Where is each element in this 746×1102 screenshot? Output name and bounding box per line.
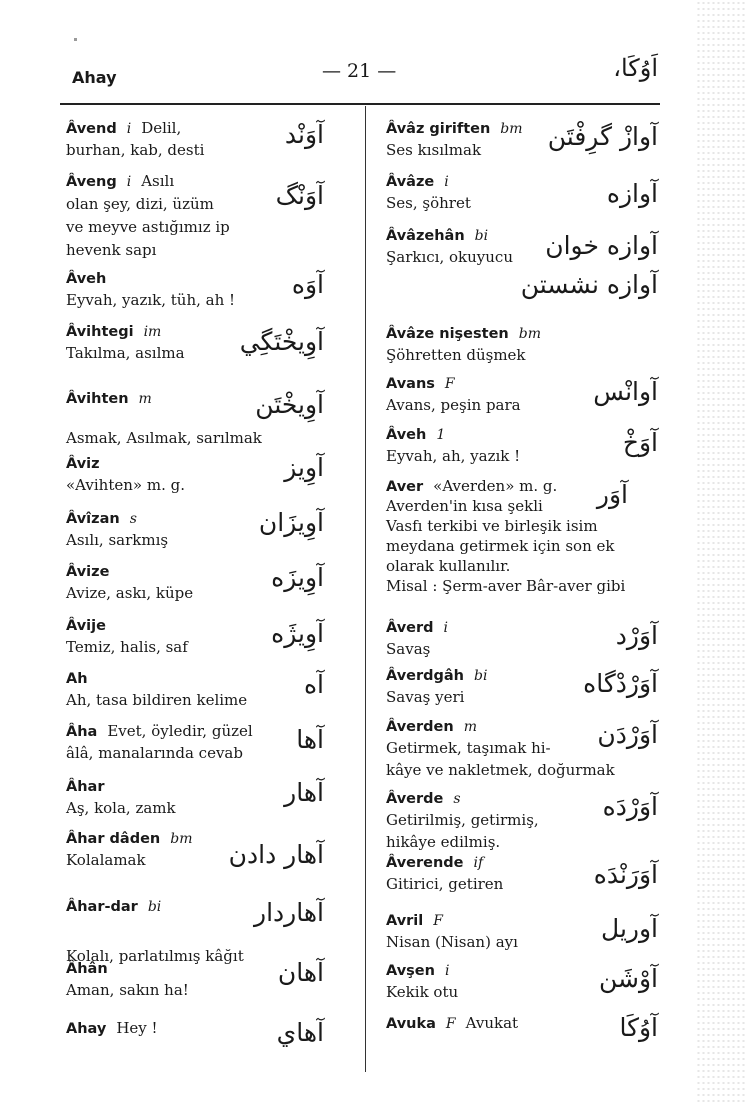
entry-definition-line — [386, 446, 520, 466]
entry-headline — [66, 561, 119, 582]
headword: Âvîzan — [66, 511, 120, 527]
entry-definition-line — [386, 810, 539, 830]
entry-headline — [386, 118, 533, 139]
headword: Avans — [386, 376, 435, 392]
headword: Avşen — [386, 963, 435, 979]
entry-definition-line — [66, 583, 193, 603]
ottoman-script-word: آها — [296, 725, 324, 754]
entry-headline — [66, 321, 171, 342]
ottoman-script-word: آوَر — [596, 480, 628, 509]
definition-text: Asılı — [141, 172, 175, 190]
entry-definition-line — [386, 140, 481, 160]
ottoman-script-word: آوِيزَه — [271, 563, 324, 592]
definition-text: Şarkıcı, okuyucu — [386, 248, 513, 266]
entry-headline — [386, 1013, 518, 1034]
grammar-code: i — [444, 963, 450, 979]
entry-definition-line — [386, 556, 510, 576]
entry-definition-line — [66, 743, 243, 763]
ottoman-script-word: آه — [303, 670, 324, 699]
entry-definition-line — [386, 760, 615, 780]
headword: Âvâze — [386, 174, 435, 190]
entry-definition-line — [66, 637, 188, 657]
ottoman-script-word: آوِيزَان — [258, 508, 324, 537]
grammar-code: i — [443, 620, 449, 636]
headword: Âvâz giriften — [386, 121, 491, 137]
grammar-code: bm — [170, 831, 193, 847]
entry-definition-line — [66, 798, 176, 818]
entry-headline — [386, 373, 465, 394]
ottoman-script-word: آوَنْد — [284, 120, 324, 149]
entry-headline — [66, 668, 98, 689]
headword: Âvihten — [66, 391, 129, 407]
headword: Avuka — [386, 1016, 436, 1032]
entry-definition-line — [386, 516, 598, 536]
entry-headline — [386, 852, 493, 873]
ottoman-script-word: آهار — [284, 778, 324, 807]
entry-headline — [66, 896, 171, 917]
ottoman-script-word: آوِيز — [284, 453, 324, 482]
grammar-code: s — [129, 511, 137, 527]
entry-definition-line — [66, 240, 156, 260]
entry-headline — [66, 1018, 158, 1039]
ottoman-script-word: آوَرْدْگاه — [583, 669, 658, 698]
entry-headline — [66, 453, 110, 474]
entry-headline — [386, 617, 458, 638]
grammar-code: i — [444, 174, 449, 190]
grammar-code: m — [463, 719, 477, 735]
definition-text: burhan, kab, desti — [66, 141, 205, 159]
definition-text: Averden'in kısa şekli — [386, 497, 543, 515]
headword: Âvâzehân — [386, 228, 465, 244]
ottoman-script-word: آوَرَنْدَه — [593, 860, 658, 889]
entry-definition-line — [66, 290, 235, 310]
entry-headline — [386, 171, 459, 192]
ottoman-script-word: آوازْ گرِفْتَن — [547, 122, 658, 151]
ottoman-script-word: آوريل — [601, 914, 658, 943]
definition-text: Getirmek, taşımak hi- — [386, 739, 551, 757]
entry-headline — [66, 776, 114, 797]
grammar-code: 1 — [436, 427, 446, 443]
headword: Âvize — [66, 564, 110, 580]
definition-text: kâye ve nakletmek, doğurmak — [386, 761, 615, 779]
definition-text: Misal : Şerm-aver Bâr-aver gibi — [386, 577, 626, 595]
ottoman-script-word: آوِيژَه — [271, 619, 324, 648]
ottoman-script-word: آوازه خوان — [545, 231, 658, 260]
print-speck — [74, 38, 77, 41]
entry-headline — [66, 118, 181, 139]
entry-definition-line — [386, 247, 513, 267]
ottoman-script-word: آوِيخْتَن — [255, 390, 324, 419]
ottoman-script-word: آوازه — [606, 179, 658, 208]
definition-text: Ah, tasa bildiren kelime — [66, 691, 248, 709]
grammar-code: bi — [474, 228, 489, 244]
entry-headline — [66, 615, 116, 636]
ottoman-script-word: آوَرْدَه — [602, 792, 658, 821]
definition-text: Getirilmiş, getirmiş, — [386, 811, 539, 829]
entry-definition-line — [386, 738, 551, 758]
ottoman-script-word: آوازه نشستن — [520, 270, 658, 299]
ottoman-script-word: آهان — [277, 958, 324, 987]
headword: Âvije — [66, 618, 106, 634]
definition-text: Asılı, sarkmış — [66, 531, 169, 549]
grammar-code: bi — [474, 668, 488, 684]
definition-text: Hey ! — [116, 1019, 158, 1037]
column-divider — [365, 106, 366, 1072]
headword: Âverende — [386, 855, 464, 871]
headword: Âverdgâh — [386, 668, 465, 684]
headword: Âvihtegi — [66, 324, 134, 340]
headword: Aver — [386, 479, 424, 495]
header-rule — [60, 103, 660, 105]
entry-headline — [66, 388, 162, 409]
definition-text: Ses, şöhret — [386, 194, 471, 212]
entry-headline — [386, 716, 487, 737]
headword: Âha — [66, 724, 98, 740]
headword: Âhar — [66, 779, 105, 795]
entry-definition-line — [386, 982, 458, 1002]
definition-text: meydana getirmek için son ek — [386, 537, 615, 555]
ottoman-script-word: آوِيخْتَگِي — [239, 327, 324, 356]
ottoman-script-word: آوَه — [291, 270, 324, 299]
headword: Âveh — [386, 427, 427, 443]
entry-headline — [66, 958, 118, 979]
definition-text: Delil, — [141, 119, 182, 137]
entry-definition-line — [386, 496, 543, 516]
page-number: — 21 — — [322, 60, 397, 82]
entry-definition-line — [66, 980, 189, 1000]
definition-text: Kekik otu — [386, 983, 459, 1001]
ottoman-script-word: آوْشَن — [599, 964, 658, 993]
headword: Âvend — [66, 121, 117, 137]
grammar-code: m — [138, 391, 152, 407]
definition-text: olan şey, dizi, üzüm — [66, 195, 214, 213]
definition-text: Eyvah, ah, yazık ! — [386, 447, 521, 465]
entry-definition-line — [386, 536, 614, 556]
definition-text: Vasfı terkibi ve birleşik isim — [386, 517, 598, 535]
headword: Âverde — [386, 791, 444, 807]
entry-headline — [386, 910, 453, 931]
definition-text: Temiz, halis, saf — [66, 638, 188, 656]
grammar-code: F — [433, 913, 443, 929]
entry-definition-line — [66, 428, 262, 448]
entry-headline — [386, 476, 557, 497]
definition-text: hikâye edilmiş. — [386, 833, 501, 851]
definition-text: Evet, öyledir, güzel — [107, 722, 253, 740]
grammar-code: bm — [518, 326, 541, 342]
definition-text: Avize, askı, küpe — [66, 584, 194, 602]
grammar-code: F — [445, 1016, 456, 1032]
definition-text: Kolalı, parlatılmış kâğıt — [66, 947, 244, 965]
ottoman-script-word: آهاي — [276, 1018, 324, 1047]
definition-text: Gitirici, getiren — [386, 875, 504, 893]
entry-headline — [66, 508, 147, 529]
entry-definition-line — [386, 687, 464, 707]
definition-text: Asmak, Asılmak, sarılmak — [66, 429, 262, 447]
entry-definition-line — [66, 140, 204, 160]
ottoman-script-word: آوانْس — [593, 377, 658, 406]
ottoman-script-word: آوَنْگ — [275, 181, 324, 210]
ottoman-script-word: آوَخْ — [622, 428, 658, 457]
entry-definition-line — [386, 395, 521, 415]
definition-text: ve meyve astığımız ip — [66, 218, 230, 236]
entry-headline — [386, 424, 455, 445]
definition-text: Takılma, asılma — [66, 344, 185, 362]
entry-headline — [66, 828, 202, 849]
entry-definition-line — [386, 874, 503, 894]
entry-definition-line — [66, 343, 185, 363]
grammar-code: bm — [500, 121, 523, 137]
headword: Âverd — [386, 620, 434, 636]
headword: Âviz — [66, 456, 100, 472]
definition-text: Nisan (Nisan) ayı — [386, 933, 518, 951]
entry-headline — [66, 268, 116, 289]
headword: Ah — [66, 671, 88, 687]
entry-definition-line — [66, 194, 214, 214]
entry-definition-line — [66, 217, 230, 237]
definition-text: Şöhretten düşmek — [386, 346, 526, 364]
ottoman-script-word: آوَرْد — [615, 621, 658, 650]
grammar-code: bi — [147, 899, 162, 915]
definition-text: Savaş yeri — [386, 688, 465, 706]
headword: Ahay — [66, 1021, 107, 1037]
entry-definition-line — [386, 193, 471, 213]
headword: Âhar-dar — [66, 899, 138, 915]
entry-headline — [386, 225, 498, 246]
headword: Avril — [386, 913, 424, 929]
definition-text: Ses kısılmak — [386, 141, 482, 159]
entry-definition-line — [66, 850, 146, 870]
ottoman-script-word: آوَرْدَن — [597, 720, 658, 749]
definition-text: «Averden» m. g. — [433, 477, 558, 495]
definition-text: Aman, sakın ha! — [66, 981, 189, 999]
definition-text: Aş, kola, zamk — [66, 799, 176, 817]
headword: Âhân — [66, 961, 108, 977]
grammar-code: F — [444, 376, 455, 392]
definition-text: olarak kullanılır. — [386, 557, 511, 575]
headword: Âhar dâden — [66, 831, 161, 847]
page-edge-noise — [696, 0, 746, 1102]
grammar-code: im — [143, 324, 162, 340]
entry-headline — [386, 960, 459, 981]
definition-text: âlâ, manalarında cevab — [66, 744, 243, 762]
entry-headline — [66, 721, 253, 742]
entry-definition-line — [66, 475, 185, 495]
entry-definition-line — [386, 832, 500, 852]
definition-text: hevenk sapı — [66, 241, 157, 259]
definition-text: Eyvah, yazık, tüh, ah ! — [66, 291, 236, 309]
entry-headline — [386, 665, 497, 686]
ottoman-script-word: آوُكَا — [619, 1013, 658, 1042]
entry-definition-line — [386, 345, 526, 365]
grammar-code: i — [126, 121, 132, 137]
entry-definition-line — [386, 576, 625, 596]
grammar-code: s — [453, 791, 461, 807]
definition-text: Savaş — [386, 640, 431, 658]
headword: Âverden — [386, 719, 454, 735]
ottoman-script-word: آهاردار — [254, 898, 324, 927]
grammar-code: i — [126, 174, 132, 190]
definition-text: Kolalamak — [66, 851, 146, 869]
ottoman-script-word: آهار دادن — [228, 840, 324, 869]
definition-text: «Avihten» m. g. — [66, 476, 185, 494]
entry-definition-line — [386, 639, 430, 659]
running-head-left: Ahay — [72, 68, 117, 87]
headword: Âveh — [66, 271, 107, 287]
entry-definition-line — [386, 932, 518, 952]
grammar-code: if — [473, 855, 484, 871]
headword: Âvâze nişesten — [386, 326, 509, 342]
entry-headline — [66, 171, 174, 192]
entry-definition-line — [66, 690, 247, 710]
entry-definition-line — [66, 530, 168, 550]
entry-headline — [386, 323, 551, 344]
running-head-right: اَوُكَا، — [613, 54, 658, 82]
entry-headline — [386, 788, 471, 809]
headword: Âveng — [66, 174, 117, 190]
definition-text: Avukat — [465, 1014, 519, 1032]
definition-text: Avans, peşin para — [386, 396, 521, 414]
